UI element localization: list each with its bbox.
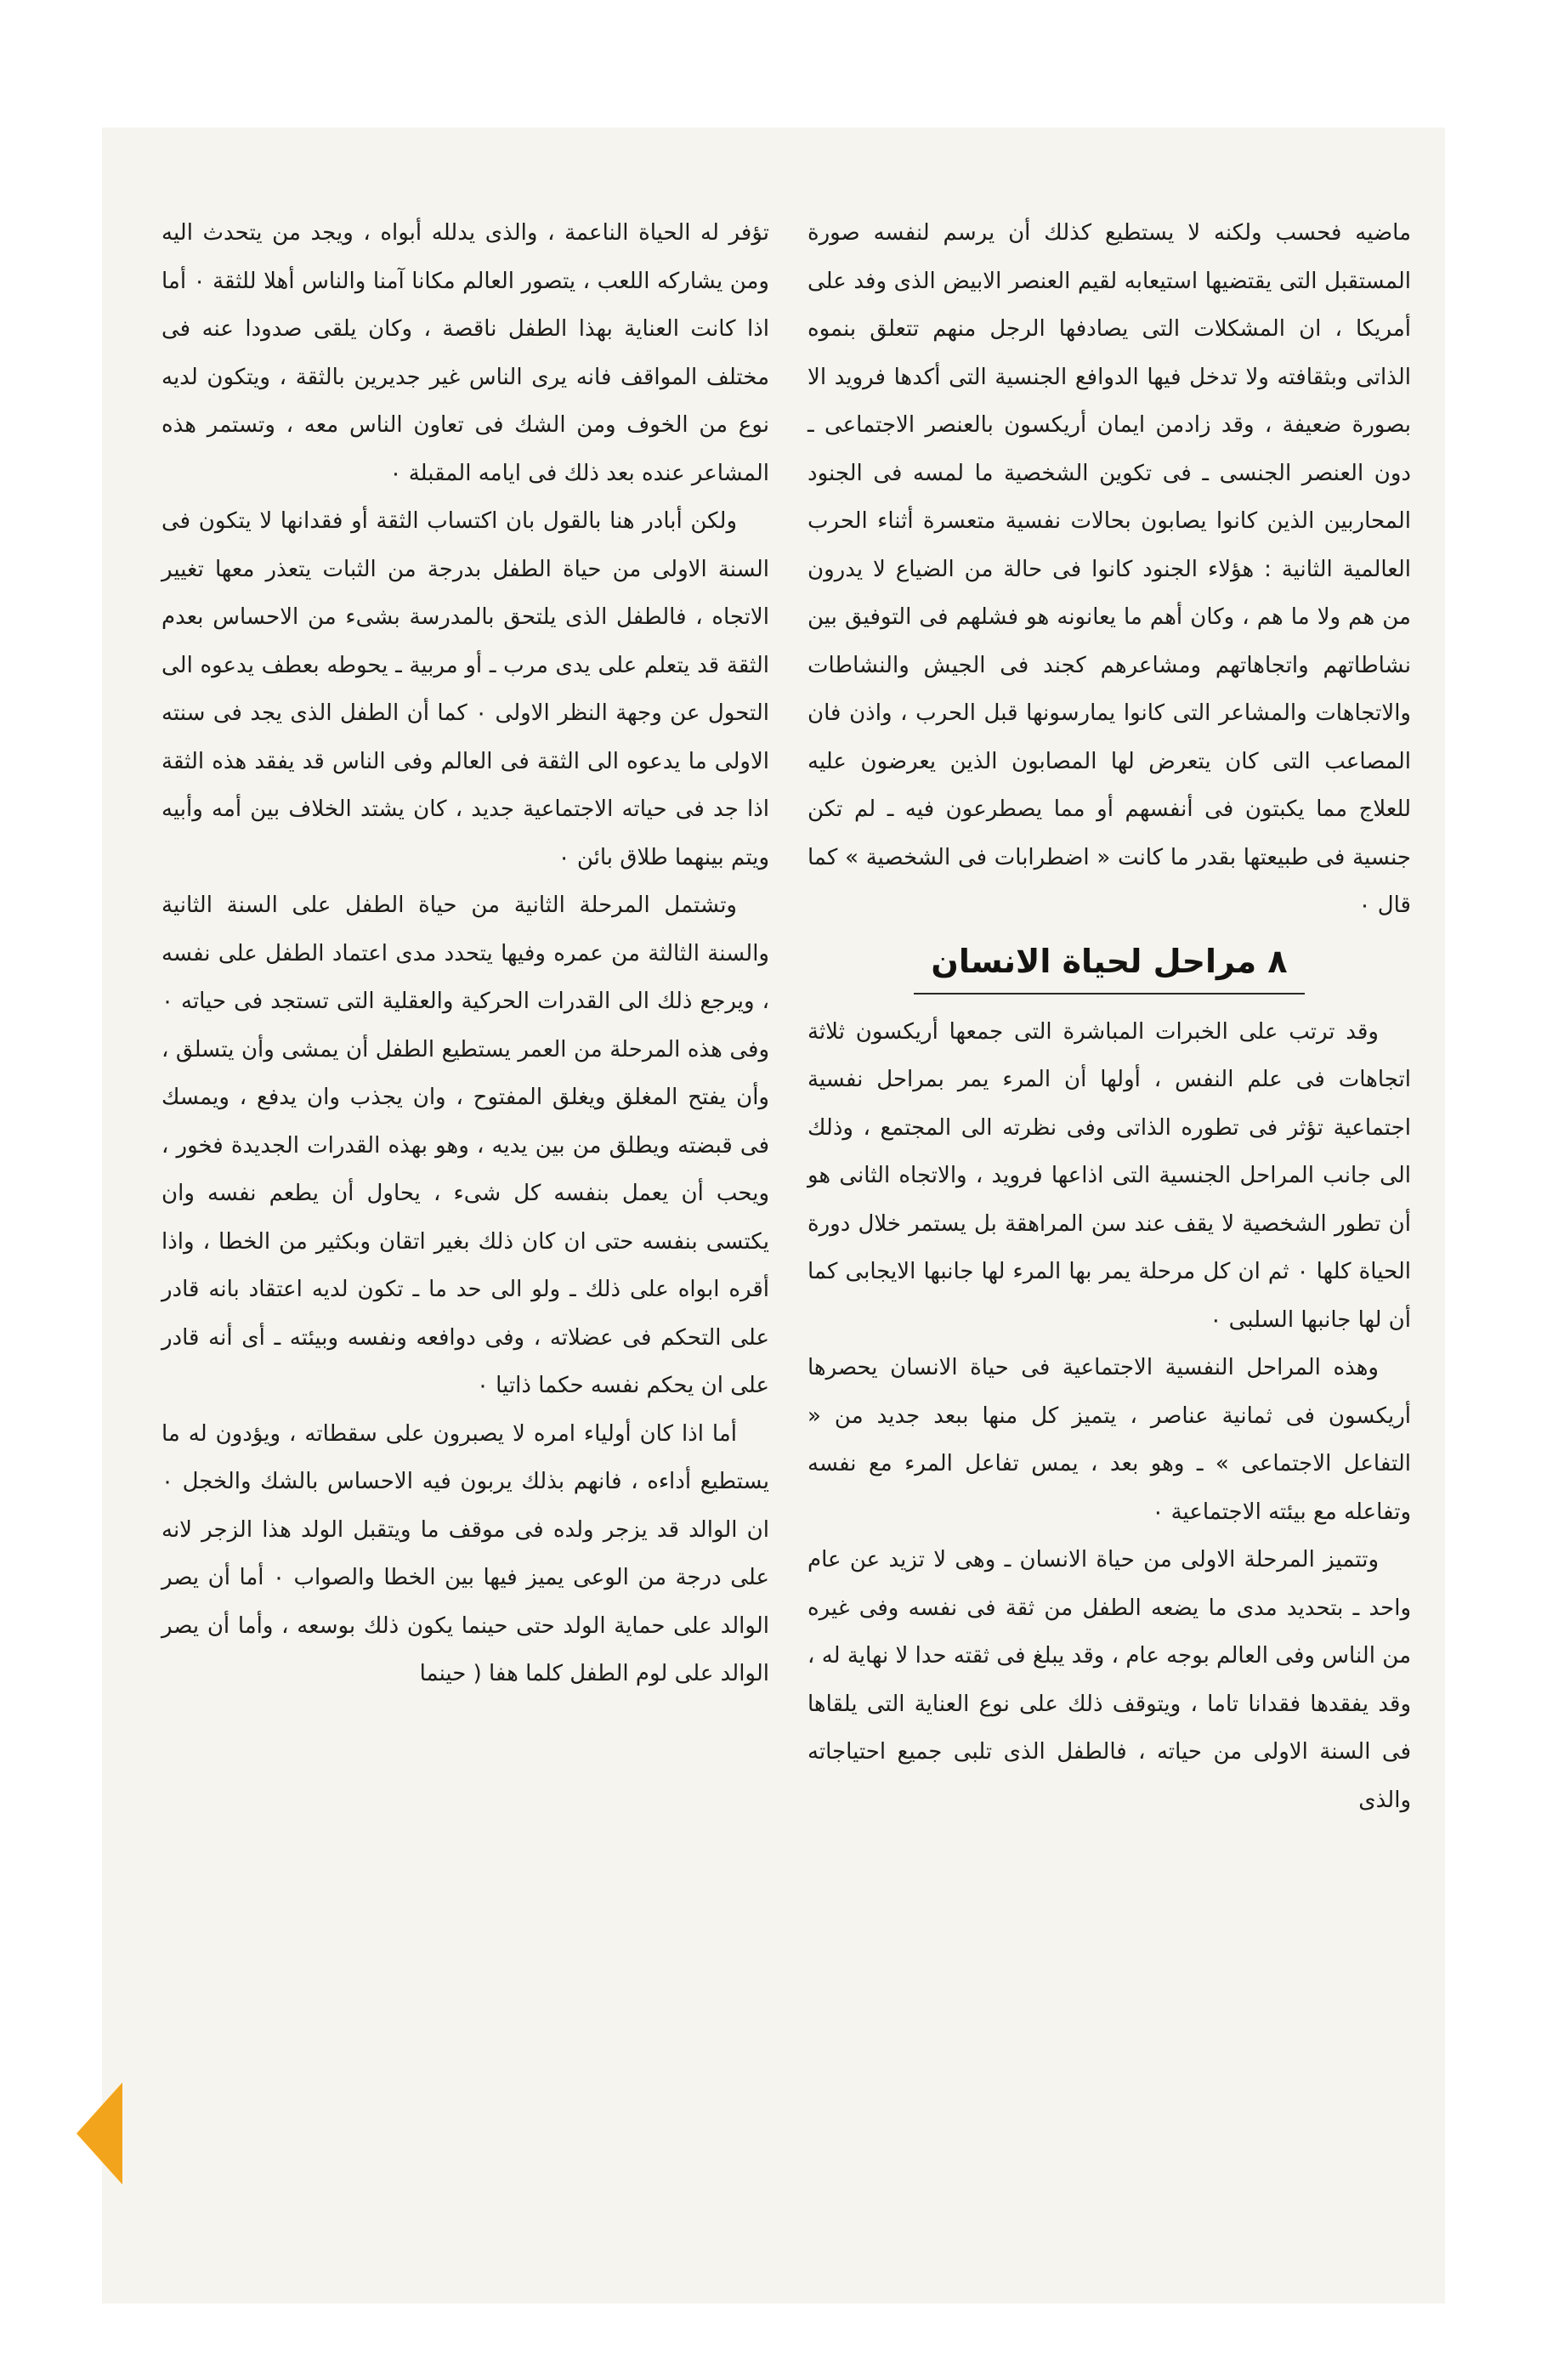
paragraph: وهذه المراحل النفسية الاجتماعية فى حياة الانسان يحصرها أريكسون فى ثمانية عناصر ، يتميز كل منها ببعد جديد من « التفاعل الاجتماعى » ـ وهو بعد ، يمس تفاعل المرء مع نفسه وتفاعله مع بيئته الاجتماعية ٠ — [808, 1355, 1411, 1525]
paragraph: وقد ترتب على الخبرات المباشرة التى جمعها أريكسون ثلاثة اتجاهات فى علم النفس ، أولها أن المرء يمر بمراحل نفسية اجتماعية تؤثر فى تطوره الذاتى وفى نظرته الى المجتمع ، وذلك الى جانب المراحل الجنسية التى اذاعها فرويد ، والاتجاه الثانى هو أن تطور الشخصية لا يقف عند سن المراهقة بل يستمر خلال دورة الحياة كلها ٠ ثم ان كل مرحلة يمر بها المرء لها جانبها الايجابى كما أن لها جانبها السلبى ٠ — [808, 1018, 1411, 1333]
marker-shape — [76, 2082, 122, 2184]
left-text-column — [162, 209, 769, 1698]
paragraph: ولكن أبادر هنا بالقول بان اكتساب الثقة أو فقدانها لا يتكون فى السنة الاولى من حياة الطفل بدرجة من الثبات يتعذر معها تغيير الاتجاه ، فالطفل الذى يلتحق بالمدرسة بشىء من الاحساس بعدم الثقة قد يتعلم على يدى مرب ـ أو مربية ـ يحوطه بعطف يدعوه الى التحول عن وجهة النظر الاولى ٠ كما أن الطفل الذى يجد فى سنته الاولى ما يدعوه الى الثقة فى العالم وفى الناس قد يفقد هذه الثقة اذا جد فى حياته الاجتماعية جديد ، كان يشتد الخلاف بين أمه وأبيه ويتم بينهما طلاق بائن ٠ — [162, 508, 769, 870]
section-heading-text: ٨ مراحل لحياة الانسان — [914, 935, 1304, 994]
scanned-page — [102, 128, 1445, 2304]
paragraph: وتتميز المرحلة الاولى من حياة الانسان ـ وهى لا تزيد عن عام واحد ـ بتحديد مدى ما يضعه الطفل من ثقة فى نفسه وفى غيره من الناس وفى العالم بوجه عام ، وقد يبلغ فى ثقته حدا لا نهاية له ، وقد يفقدها فقدانا تاما ، ويتوقف ذلك على نوع العناية التى يلقاها فى السنة الاولى من حياته ، فالطفل الذى تلبى جميع احتياجاته والذى — [808, 1547, 1411, 1813]
section-heading — [808, 935, 1411, 994]
paragraph: تؤفر له الحياة الناعمة ، والذى يدلله أبواه ، ويجد من يتحدث اليه ومن يشاركه اللعب ، يتصور العالم مكانا آمنا والناس أهلا للثقة ٠ أما اذا كانت العناية بهذا الطفل ناقصة ، وكان يلقى صدودا عنه فى مختلف المواقف فانه يرى الناس غير جديرين بالثقة ، ويتكون لديه نوع من الخوف ومن الشك فى تعاون الناس معه ، وتستمر هذه المشاعر عنده بعد ذلك فى ايامه المقبلة ٠ — [162, 220, 769, 486]
orange-triangle-marker-icon — [76, 2082, 122, 2184]
paragraph: ماضيه فحسب ولكنه لا يستطيع كذلك أن يرسم لنفسه صورة المستقبل التى يقتضيها استيعابه لقيم العنصر الابيض الذى وفد على أمريكا ، ان المشكلات التى يصادفها الرجل منهم تتعلق بنموه الذاتى وبثقافته ولا تدخل فيها الدوافع الجنسية التى أكدها فرويد الا بصورة ضعيفة ، وقد زادمن ايمان أريكسون بالعنصر الاجتماعى ـ دون العنصر الجنسى ـ فى تكوين الشخصية ما لمسه فى الجنود المحاربين الذين كانوا يصابون بحالات نفسية متعسرة أثناء الحرب العالمية الثانية : هؤلاء الجنود كانوا فى حالة من الضياع لا يدرون من هم ولا ما هم ، وكان أهم ما يعانونه هو فشلهم فى التوفيق بين نشاطاتهم واتجاهاتهم ومشاعرهم كجند فى الجيش والنشاطات والاتجاهات والمشاعر التى كانوا يمارسونها قبل الحرب ، واذن فان المصاعب التى كان يتعرض لها المصابون الذين يعرضون عليه للعلاج مما يكبتون فى أنفسهم أو مما يصطرعون فيه ـ لم تكن جنسية فى طبيعتها بقدر ما كانت « اضطرابات فى الشخصية » كما قال ٠ — [808, 220, 1411, 918]
right-text-column — [808, 209, 1411, 1824]
paragraph: وتشتمل المرحلة الثانية من حياة الطفل على السنة الثانية والسنة الثالثة من عمره وفيها يتحدد مدى اعتماد الطفل على نفسه ، ويرجع ذلك الى القدرات الحركية والعقلية التى تستجد فى حياته ٠ وفى هذه المرحلة من العمر يستطيع الطفل أن يمشى وأن يتسلق ، وأن يفتح المغلق ويغلق المفتوح ، وان يجذب وان يدفع ، ويمسك فى قبضته ويطلق من بين يديه ، وهو بهذه القدرات الجديدة فخور ، ويحب أن يعمل بنفسه كل شىء ، يحاول أن يطعم نفسه وان يكتسى بنفسه حتى ان كان ذلك بغير اتقان وبكثير من الخطا ، واذا أقره ابواه على ذلك ـ ولو الى حد ما ـ تكون لديه اعتقاد بانه قادر على التحكم فى عضلاته ، وفى دوافعه ونفسه وبيئته ـ أى أنه قادر على ان يحكم نفسه حكما ذاتيا ٠ — [162, 892, 769, 1398]
paragraph: أما اذا كان أولياء امره لا يصبرون على سقطاته ، ويؤدون له ما يستطيع أداءه ، فانهم بذلك يربون فيه الاحساس بالشك والخجل ٠ ان الوالد قد يزجر ولده فى موقف ما ويتقبل الولد هذا الزجر لانه على درجة من الوعى يميز فيها بين الخطا والصواب ٠ أما أن يصر الوالد على حماية الولد حتى حينما يكون ذلك بوسعه ، وأما أن يصر الوالد على لوم الطفل كلما هفا ( حينما — [162, 1420, 770, 1686]
